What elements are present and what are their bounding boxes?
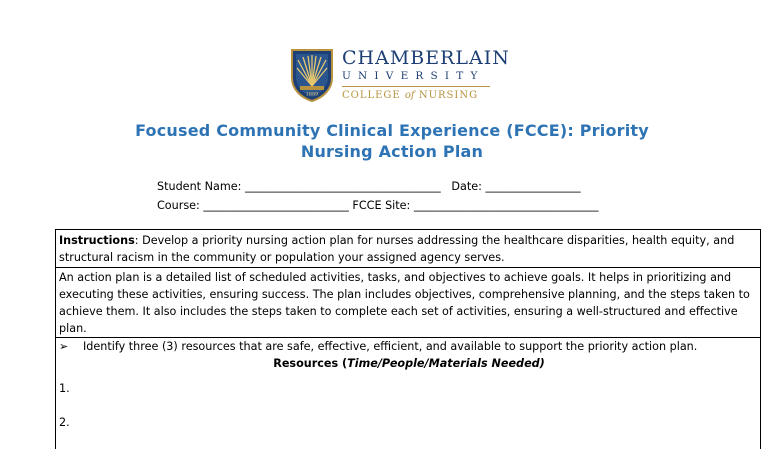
logo-college: COLLEGE of NURSING	[342, 86, 490, 103]
description-line-3: achieve them. It also includes the steps taken to complete each set of activities, ensuring a well-structured and effective	[59, 305, 738, 318]
site-blank[interactable]: _________________________________	[413, 199, 599, 212]
resources-instruction-text: Identify three (3) resources that are safe, effective, efficient, and available to support the priority action plan.	[83, 340, 698, 353]
shield-icon	[290, 48, 334, 102]
title-line-1: Focused Community Clinical Experience (FCCE): Priority	[135, 121, 649, 140]
title-line-2: Nursing Action Plan	[300, 142, 484, 161]
instructions-text-2: structural racism in the community or population your assigned agency serves.	[59, 251, 505, 264]
site-label: FCCE Site:	[352, 199, 411, 212]
logo-name: CHAMBERLAIN	[342, 47, 510, 69]
description-row	[56, 268, 760, 338]
course-label: Course:	[157, 199, 200, 212]
student-name-blank[interactable]: ___________________________________	[244, 180, 441, 193]
resources-row	[56, 338, 760, 431]
shield-year: 1889	[305, 91, 319, 98]
instructions-row	[56, 230, 760, 268]
description-line-4: plan.	[59, 322, 87, 335]
resources-heading: Resources (Time/People/Materials Needed)	[273, 357, 545, 370]
resource-item-1[interactable]: 1.	[59, 382, 70, 395]
date-label: Date:	[451, 180, 482, 193]
chamberlain-logo	[290, 48, 510, 102]
date-blank[interactable]: _________________	[485, 180, 581, 193]
instructions-label: Instructions	[59, 234, 135, 247]
page-title	[0, 120, 784, 162]
course-blank[interactable]: __________________________	[203, 199, 349, 212]
student-date-line	[157, 180, 581, 194]
resources-instruction	[59, 338, 760, 355]
action-plan-table	[55, 229, 761, 449]
instructions-text-1: : Develop a priority nursing action plan for nurses addressing the healthcare disparities, health equity, and	[134, 234, 735, 247]
description-line-2: executing these activities, ensuring success. The plan includes objectives, comprehensive planning, and the steps taken to	[59, 288, 750, 301]
arrow-bullet-icon: ➢	[59, 340, 69, 353]
course-site-line	[157, 199, 598, 213]
logo-sub: UNIVERSITY	[342, 70, 485, 82]
student-name-label: Student Name:	[157, 180, 242, 193]
description-line-1: An action plan is a detailed list of scheduled activities, tasks, and objectives to achieve goals. It helps in prioritizing and	[59, 271, 732, 284]
resource-item-2[interactable]: 2.	[59, 416, 70, 429]
